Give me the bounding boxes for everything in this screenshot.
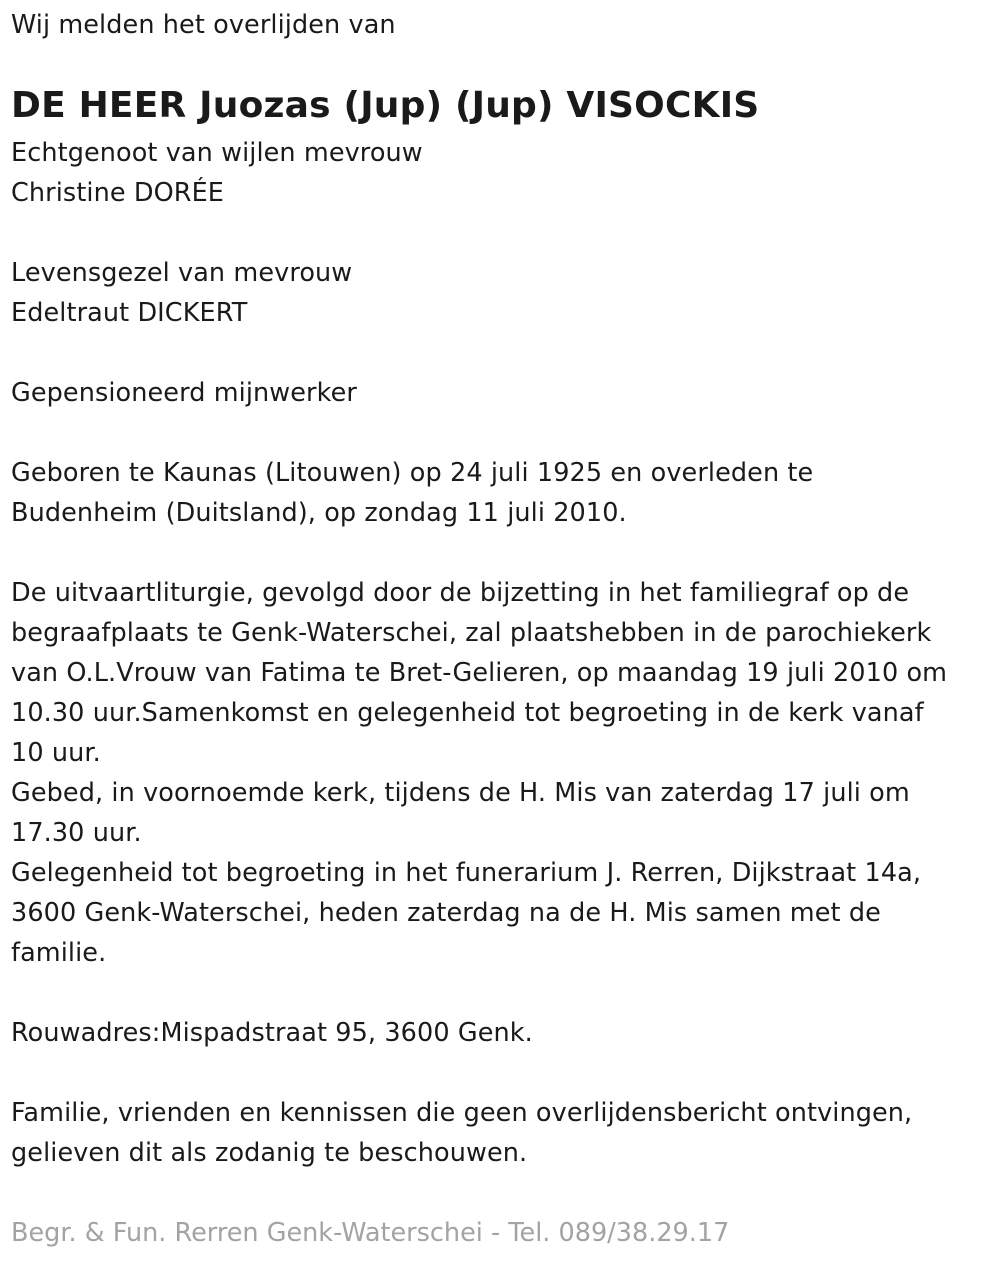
service-line: 17.30 uur. — [11, 818, 142, 848]
partner-block — [11, 253, 352, 333]
service-line: familie. — [11, 938, 107, 968]
service-line: 3600 Genk-Waterschei, heden zaterdag na de H. Mis samen met de — [11, 898, 881, 928]
partner-line: Levensgezel van mevrouw — [11, 258, 353, 288]
service-line: van O.L.Vrouw van Fatima te Bret-Gelieren, op maandag 19 juli 2010 om — [11, 658, 948, 688]
deceased-name: DE HEER Juozas (Jup) (Jup) VISOCKIS — [11, 85, 760, 126]
spouse-block — [11, 133, 423, 213]
service-line: Gelegenheid tot begroeting in het funerarium J. Rerren, Dijkstraat 14a, — [11, 858, 922, 888]
address-block — [11, 1013, 533, 1053]
birth-death-block — [11, 453, 813, 533]
partner-line: Edeltraut DICKERT — [11, 298, 248, 328]
closing-line: gelieven dit als zodanig te beschouwen. — [11, 1138, 528, 1168]
intro-text: Wij melden het overlijden van — [11, 10, 396, 40]
service-line: begraafplaats te Genk-Waterschei, zal plaatshebben in de parochiekerk — [11, 618, 932, 648]
service-block — [11, 573, 947, 973]
birth-death-line: Geboren te Kaunas (Litouwen) op 24 juli 1925 en overleden te — [11, 458, 814, 488]
closing-block — [11, 1093, 912, 1173]
service-line: 10 uur. — [11, 738, 101, 768]
spouse-line: Christine DORÉE — [11, 178, 225, 208]
service-line: De uitvaartliturgie, gevolgd door de bijzetting in het familiegraf op de — [11, 578, 910, 608]
spouse-line: Echtgenoot van wijlen mevrouw — [11, 138, 423, 168]
mourning-address: Rouwadres:Mispadstraat 95, 3600 Genk. — [11, 1018, 533, 1048]
service-line: Gebed, in voornoemde kerk, tijdens de H. Mis van zaterdag 17 juli om — [11, 778, 910, 808]
closing-line: Familie, vrienden en kennissen die geen overlijdensbericht ontvingen, — [11, 1098, 913, 1128]
funeral-home-footer: Begr. & Fun. Rerren Genk-Waterschei - Tel. 089/38.29.17 — [11, 1218, 730, 1248]
service-line: 10.30 uur.Samenkomst en gelegenheid tot begroeting in de kerk vanaf — [11, 698, 924, 728]
occupation-text: Gepensioneerd mijnwerker — [11, 378, 357, 408]
birth-death-line: Budenheim (Duitsland), op zondag 11 juli 2010. — [11, 498, 627, 528]
occupation-block — [11, 373, 357, 413]
